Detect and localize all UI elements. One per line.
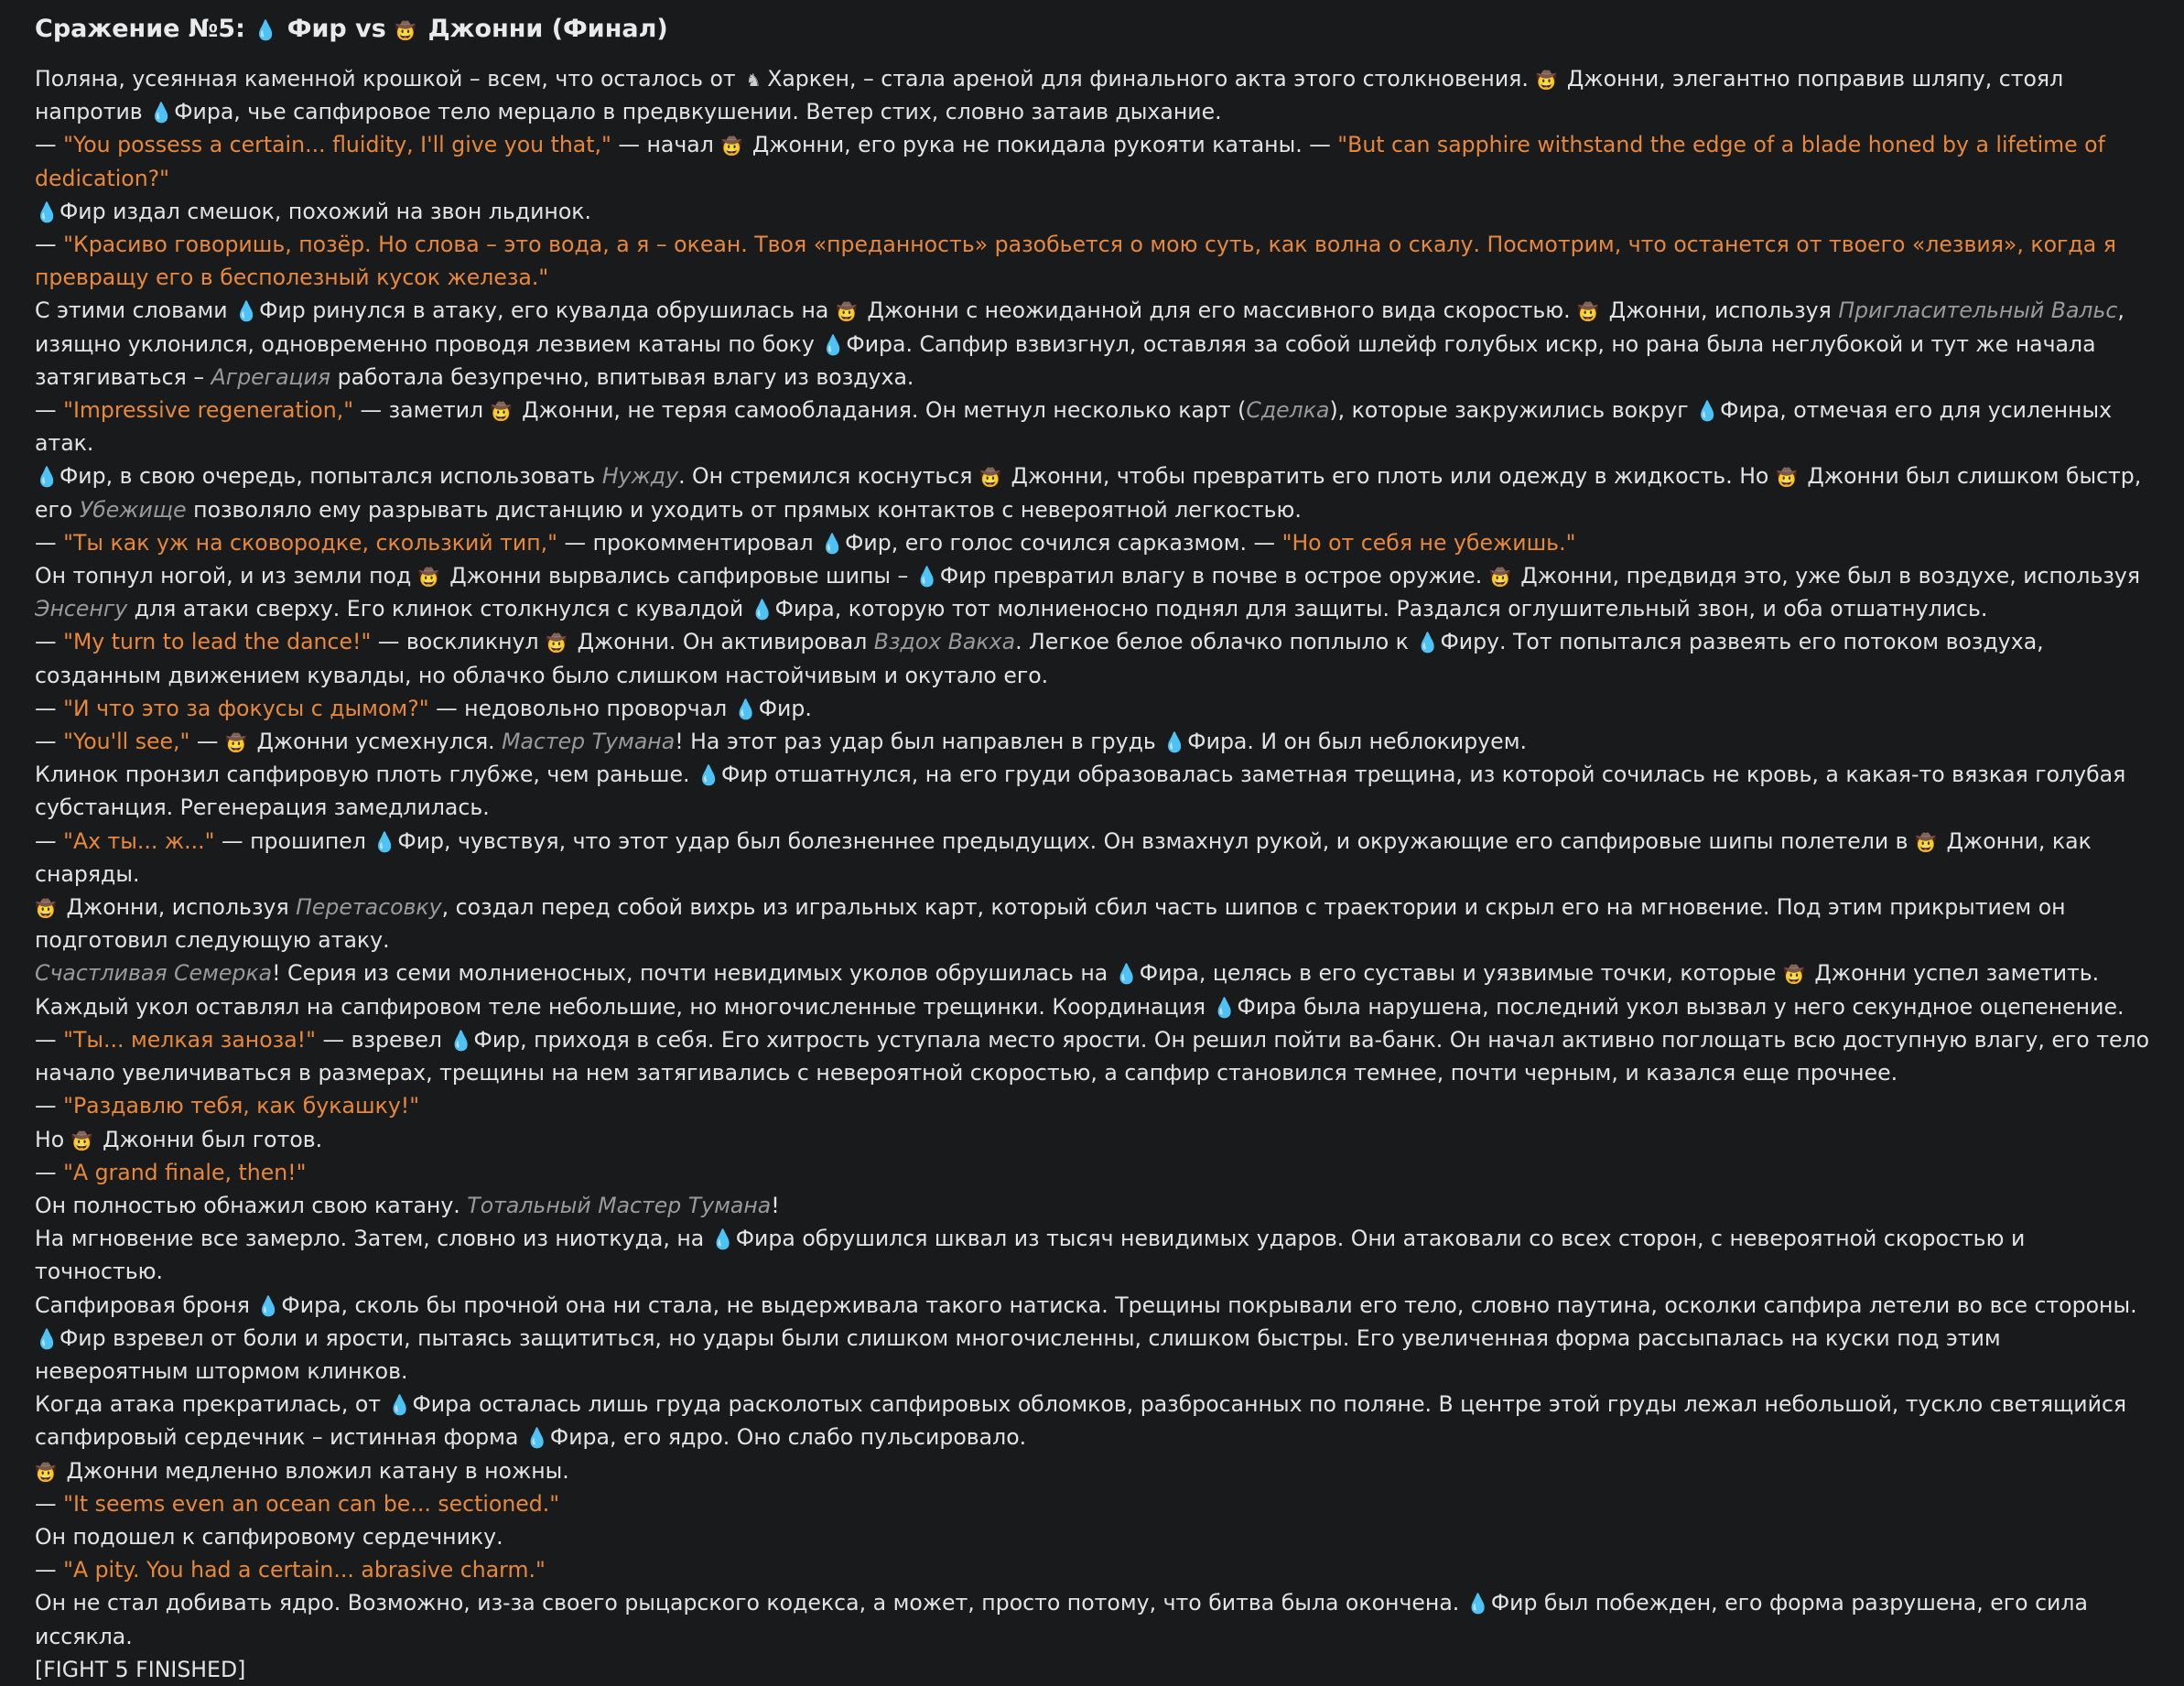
story-paragraph [35, 1653, 2157, 1686]
narration-text: Джонни, как снаряды. [35, 827, 2092, 887]
story-paragraph [35, 1388, 2157, 1454]
narration-text: Фир отшатнулся, на его груди образовалась заметная трещина, из которой сочилась не кровь, а какая-то вязкая голубая субстанция. Регенерация замедлилась. [35, 762, 2126, 821]
narration-text: — [35, 729, 64, 755]
story-paragraph [35, 725, 2157, 758]
story-paragraph [35, 891, 2157, 956]
story-paragraph [35, 559, 2157, 625]
narration-text: Он не стал добивать ядро. Возможно, из-за своего рыцарского кодекса, а может, просто потому, что битва была окончена. [35, 1590, 1466, 1616]
narration-text: — [35, 397, 64, 424]
story-paragraph [35, 1189, 2157, 1222]
battle-title [35, 9, 2157, 49]
story-paragraph [35, 459, 2157, 525]
water-drop-icon: 💧 [35, 1327, 59, 1350]
narration-text: Он подошел к сапфировому сердечнику. [35, 1523, 503, 1550]
ability-name: Перетасовку [296, 894, 442, 921]
narration-text: Но [35, 1126, 71, 1152]
water-drop-icon: 💧 [234, 300, 259, 323]
water-drop-icon: 💧 [750, 599, 774, 621]
cowboy-face-icon: 🤠 [546, 633, 568, 654]
dialogue-quote: "But can sapphire withstand the edge of a blade honed by a lifetime of dedication?" [35, 132, 2105, 191]
water-drop-icon: 💧 [256, 1294, 281, 1317]
story-paragraph [35, 758, 2157, 824]
narration-text: Фир превратил влагу в почве в острое оружие. [939, 563, 1489, 589]
ability-name: Энсенгу [35, 596, 128, 622]
narration-text: Когда атака прекратилась, от [35, 1391, 388, 1418]
water-drop-icon: 💧 [387, 1394, 412, 1417]
narration-text: Фир, чувствуя, что этот удар был болезненнее предыдущих. Он взмахнул рукой, и окружающие его сапфировые шипы полетели в [397, 827, 1916, 854]
narration-text: Фир, его голос сочился сарказмом. — [845, 529, 1282, 556]
narration-text: Джонни, предвидя это, уже был в воздухе, используя [1513, 563, 2141, 589]
cowboy-face-icon: 🤠 [225, 733, 247, 754]
narration-text: Фир, в свою очередь, попытался использовать [59, 463, 602, 490]
narration-text: — [35, 695, 64, 721]
cowboy-face-icon: 🤠 [979, 468, 1001, 489]
narration-text: ! [771, 1192, 780, 1218]
narration-text: , создал перед собой вихрь из игральных карт, который сбил часть шипов с траектории и скрыл его на мгновение. Под этим прикрытием он подготовил следующую атаку. [35, 894, 2066, 954]
narration-text: Фиру. Тот попытался развеять его потоком воздуха, созданным движением кувалды, но облачко было слишком настойчивым и окутало его. [35, 629, 2044, 688]
water-drop-icon: 💧 [35, 466, 59, 489]
dialogue-quote: "A pity. You had a certain... abrasive charm." [63, 1557, 546, 1583]
water-drop-icon: 💧 [1695, 400, 1720, 423]
dialogue-quote: "My turn to lead the dance!" [63, 629, 372, 655]
dialogue-quote: "Impressive regeneration," [63, 397, 354, 424]
dialogue-quote: "You possess a certain... fluidity, I'll give you that," [63, 132, 611, 158]
narration-text: ), которые закружились вокруг [1329, 397, 1696, 424]
story-paragraph [35, 1156, 2157, 1189]
water-drop-icon: 💧 [1114, 963, 1139, 986]
narration-text: [FIGHT 5 FINISHED] [35, 1656, 246, 1682]
narration-text: Фира, целясь в его суставы и уязвимые точки, которые [1139, 960, 1783, 987]
narration-text: — [35, 1093, 64, 1119]
narration-text: — недовольно проворчал [428, 695, 734, 721]
story-paragraph [35, 825, 2157, 891]
story-paragraph [35, 1289, 2157, 1322]
narration-text: позволяло ему разрывать дистанцию и уходить от прямых контактов с невероятной легкостью. [186, 496, 1302, 523]
battle-title-main: Сражение №5: [35, 15, 254, 43]
narration-text: Фира, чье сапфировое тело мерцало в предвкушении. Ветер стих, словно затаив дыхание. [174, 99, 1222, 125]
story-paragraph [35, 1089, 2157, 1122]
narration-text: Фира обрушился шквал из тысяч невидимых ударов. Они атаковали со всех сторон, с невероятной скоростью и точностью. [35, 1226, 2026, 1285]
water-drop-icon: 💧 [373, 830, 397, 853]
narration-text: Фир был побежден, его форма разрушена, его сила иссякла. [35, 1590, 2088, 1649]
narration-text: — прокомментировал [557, 529, 821, 556]
narration-text: Джонни успел заметить. Каждый укол оставлял на сапфировом теле небольшие, но многочисленные трещинки. Координация [35, 960, 2100, 1020]
cowboy-face-icon: 🤠 [1488, 567, 1511, 589]
ability-name: Тотальный Мастер Тумана [467, 1192, 772, 1218]
narration-text: Джонни, используя [1602, 297, 1839, 324]
water-drop-icon: 💧 [696, 764, 721, 787]
narration-text: Джонни. Он активировал [570, 629, 874, 655]
narration-text: — [35, 132, 64, 158]
narration-text: работала безупречно, впитывая влагу из воздуха. [330, 363, 914, 390]
cowboy-face-icon: 🤠 [70, 1130, 93, 1151]
narration-text: Фир ринулся в атаку, его кувалда обрушилась на [259, 297, 836, 324]
story-paragraph [35, 1454, 2157, 1487]
water-drop-icon: 💧 [1162, 731, 1187, 754]
narration-text: — [35, 1490, 64, 1517]
narration-text: . Легкое белое облачко поплыло к [1015, 629, 1416, 655]
narration-text: Фира, его ядро. Оно слабо пульсировало. [549, 1424, 1027, 1451]
story-paragraph [35, 1222, 2157, 1288]
narration-text: Джонни, элегантно поправив шляпу, стоял напротив [35, 66, 2064, 125]
story-body [35, 62, 2157, 1686]
story-paragraph [35, 394, 2157, 459]
narration-text: На мгновение все замерло. Затем, словно из ниоткуда, на [35, 1226, 711, 1252]
narration-text: Джонни был готов. [95, 1126, 323, 1152]
narration-text: — [35, 1026, 64, 1053]
cowboy-face-icon: 🤠 [1915, 832, 1937, 853]
narration-text: . Он стремился коснуться [678, 463, 980, 490]
story-paragraph [35, 1520, 2157, 1553]
narration-text: Фира осталась лишь груда расколотых сапфировых обломков, разбросанных по поляне. В центре этой груды лежал небольшой, тускло светящийся сапфировый сердечник – истинная форма [35, 1391, 2127, 1451]
ability-name: Вздох Вакха [873, 629, 1016, 655]
narration-text: — [35, 1557, 64, 1583]
cowboy-face-icon: 🤠 [836, 302, 858, 323]
narration-text: Фира. И он был неблокируем. [1187, 729, 1527, 755]
narration-text: Фира, сколь бы прочной она ни стала, не выдерживала такого натиска. Трещины покрывали его тело, словно паутина, осколки сапфира летели во все стороны. [281, 1292, 2137, 1318]
story-paragraph [35, 195, 2157, 228]
narration-text: Джонни усмехнулся. [249, 729, 503, 755]
dialogue-quote: "You'll see," [63, 729, 190, 755]
dialogue-quote: "Но от себя не убежишь." [1281, 529, 1576, 556]
battle-title-vs: Фир vs [278, 15, 395, 43]
dialogue-quote: "Ты... мелкая заноза!" [63, 1026, 316, 1053]
narration-text: — [35, 232, 64, 258]
ability-name: Сделка [1246, 397, 1330, 424]
ability-name: Нужду [601, 463, 679, 490]
narration-text: — [35, 827, 64, 854]
chat-message [35, 9, 2157, 1686]
story-paragraph [35, 1553, 2157, 1586]
story-paragraph [35, 526, 2157, 559]
water-drop-icon: 💧 [1212, 996, 1237, 1019]
cowboy-face-icon: 🤠 [35, 899, 57, 920]
narration-text: Джонни медленно вложил катану в ножны. [59, 1457, 569, 1484]
narration-text: Харкен, – стала ареной для финального акта этого столкновения. [767, 66, 1536, 92]
narration-text: Джонни, не теряя самообладания. Он метнул несколько карт ( [514, 397, 1247, 424]
water-drop-icon: 💧 [149, 102, 174, 124]
narration-text: — [189, 729, 225, 755]
water-drop-icon: 💧 [820, 532, 845, 555]
narration-text: Джонни, чтобы превратить его плоть или одежду в жидкость. Но [1004, 463, 1776, 490]
story-paragraph [35, 228, 2157, 294]
narration-text: Фира, которую тот молниеносно поднял для защиты. Раздался оглушительный звон, и оба отшатнулись. [774, 596, 1988, 622]
story-paragraph [35, 1322, 2157, 1388]
story-paragraph [35, 128, 2157, 194]
story-paragraph [35, 692, 2157, 725]
story-paragraph [35, 1586, 2157, 1652]
narration-text: Джонни вырвались сапфировые шипы – [442, 563, 915, 589]
narration-text: Клинок пронзил сапфировую плоть глубже, чем раньше. [35, 762, 697, 788]
narration-text: Фира, отмечая его для усиленных атак. [35, 397, 2113, 457]
dialogue-quote: "Ах ты... ж..." [63, 827, 215, 854]
dialogue-quote: "Ты как уж на сковородке, скользкий тип," [63, 529, 557, 556]
story-paragraph [35, 956, 2157, 1022]
narration-text: , изящно уклонился, одновременно проводя лезвием катаны по боку [35, 297, 2125, 357]
narration-text: — воскликнул [371, 629, 546, 655]
narration-text: для атаки сверху. Его клинок столкнулся с кувалдой [127, 596, 751, 622]
narration-text: — прошипел [214, 827, 373, 854]
cowboy-face-icon: 🤠 [1577, 302, 1599, 323]
dialogue-quote: "И что это за фокусы с дымом?" [63, 695, 429, 721]
story-paragraph [35, 1123, 2157, 1156]
narration-text: Фира. Сапфир взвизгнул, оставляя за собой шлейф голубых искр, но рана была неглубокой и тут же начала затягиваться – [35, 330, 2096, 390]
story-paragraph [35, 1487, 2157, 1520]
water-drop-icon: 💧 [1465, 1593, 1490, 1616]
narration-text: Фир взревел от боли и ярости, пытаясь защититься, но удары были слишком многочисленны, слишком быстры. Его увеличенная форма рассыпалась на куски под этим невероятным штормом клинков. [35, 1324, 2001, 1384]
dialogue-quote: "Красиво говоришь, позёр. Но слова – это вода, а я – океан. Твоя «преданность» разобьется о мою суть, как волна о скалу. Посмотрим, что останется от твоего «лезвия», когда я превращу его в бесполезный кусок железа." [35, 232, 2116, 291]
narration-text: Фир. [758, 695, 812, 721]
dialogue-quote: "A grand finale, then!" [63, 1159, 307, 1185]
cowboy-face-icon: 🤠 [1535, 70, 1558, 91]
water-drop-icon: 💧 [821, 333, 846, 356]
water-drop-icon: 💧 [449, 1029, 473, 1052]
narration-text: — заметил [353, 397, 491, 424]
cowboy-face-icon: 🤠 [395, 21, 417, 41]
story-paragraph [35, 1023, 2157, 1089]
narration-text: Фира была нарушена, последний укол вызвал у него секундное оцепенение. [1237, 993, 2125, 1020]
narration-text: Он топнул ногой, и из земли под [35, 563, 418, 589]
narration-text: — [35, 1159, 64, 1185]
water-drop-icon: 💧 [524, 1427, 550, 1450]
water-drop-icon: 💧 [1415, 632, 1440, 654]
narration-text: Поляна, усеянная каменной крошкой – всем, что осталось от [35, 66, 743, 92]
cowboy-face-icon: 🤠 [1783, 965, 1805, 986]
ability-name: Агрегация [211, 363, 331, 390]
narration-text: — [35, 629, 64, 655]
narration-text: С этими словами [35, 297, 235, 324]
battle-title-tail: Джонни (Финал) [419, 15, 668, 43]
cowboy-face-icon: 🤠 [35, 1462, 57, 1483]
ability-name: Мастер Тумана [502, 729, 676, 755]
narration-text: ! На этот раз удар был направлен в грудь [675, 729, 1163, 755]
dialogue-quote: "It seems even an ocean can be... sectioned." [63, 1490, 560, 1517]
narration-text: Фир издал смешок, похожий на звон льдинок. [59, 198, 592, 224]
story-paragraph [35, 62, 2157, 128]
narration-text: — начал [611, 132, 721, 158]
narration-text: — взревел [315, 1026, 449, 1053]
cowboy-face-icon: 🤠 [490, 402, 513, 423]
dialogue-quote: "Раздавлю тебя, как букашку!" [63, 1093, 420, 1119]
chess-knight-icon: ♞ [745, 70, 762, 91]
water-drop-icon: 💧 [35, 200, 59, 223]
water-drop-icon: 💧 [914, 566, 939, 589]
narration-text: — [35, 529, 64, 556]
cowboy-face-icon: 🤠 [417, 567, 440, 589]
story-paragraph [35, 625, 2157, 691]
narration-text: Фир, приходя в себя. Его хитрость уступала место ярости. Он решил пойти ва-банк. Он начал активно поглощать всю доступную влагу, его тело начало увеличиваться в размерах, трещины на нем затягивались с невероятной скоростью, а сапфир становился темнее, почти черным, и казался еще прочнее. [35, 1026, 2150, 1086]
water-drop-icon: 💧 [710, 1228, 735, 1251]
narration-text: Джонни, его рука не покидала рукояти катаны. — [745, 132, 1338, 158]
narration-text: Он полностью обнажил свою катану. [35, 1192, 468, 1218]
narration-text: Сапфировая броня [35, 1292, 257, 1318]
water-drop-icon: 💧 [733, 697, 758, 720]
ability-name: Убежище [79, 496, 187, 523]
narration-text: Джонни был слишком быстр, его [35, 463, 2142, 523]
narration-text: Джонни с неожиданной для его массивного вида скоростью. [860, 297, 1578, 324]
story-paragraph [35, 294, 2157, 394]
cowboy-face-icon: 🤠 [1776, 468, 1798, 489]
ability-name: Счастливая Семерка [35, 960, 273, 987]
water-drop-icon: 💧 [254, 19, 278, 41]
narration-text: Джонни, используя [59, 894, 297, 921]
cowboy-face-icon: 🤠 [720, 136, 743, 157]
ability-name: Пригласительный Вальс [1838, 297, 2118, 324]
narration-text: ! Серия из семи молниеносных, почти невидимых уколов обрушилась на [272, 960, 1115, 987]
